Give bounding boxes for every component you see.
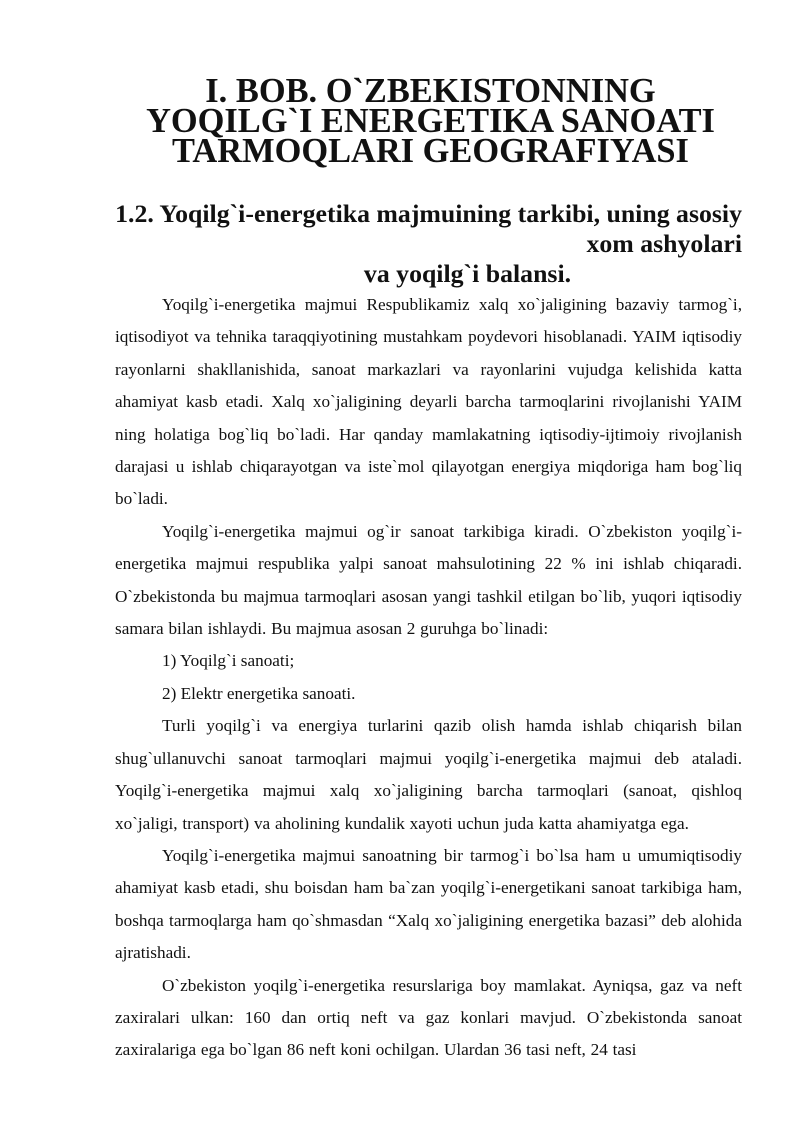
chapter-title [115,72,742,170]
paragraph: Yoqilg`i-energetika majmui og`ir sanoat tarkibiga kiradi. O`zbekiston yoqilg`i-energetika majmui respublika yalpi sanoat mahsulotining 22 % ini ishlab chiqaradi. O`zbekistonda bu majmua tarmoqlari asosan yangi tashkil etilgan bo`lib, yuqori iqtisodiy samara bilan ishlaydi. Bu majmua asosan 2 guruhga bo`linadi: [115,521,742,639]
title-spacer [115,166,742,199]
paragraph: Turli yoqilg`i va energiya turlarini qazib olish hamda ishlab chiqarish bilan shug`ullanuvchi sanoat tarmoqlari majmui yoqilg`i-energetika majmui deb ataladi. Yoqilg`i-energetika majmui xalq xo`jaligining barcha tarmoqlari (sanoat, qishloq xo`jaligi, transport) va aholining kundalik xayoti uchun juda katta ahamiyatga ega. [115,716,742,833]
document-page [115,72,742,1067]
list-item: 1) Yoqilg`i sanoati; [162,651,295,671]
paragraph: O`zbekiston yoqilg`i-energetika resurslariga boy mamlakat. Ayniqsa, gaz va neft zaxiralari ulkan: 160 dan ortiq neft va gaz konlari mavjud. O`zbekistonda sanoat zaxiralariga ega bo`lgan 86 neft koni ochilgan. Ulardan 36 tasi neft, 24 tasi [115,975,742,1060]
chapter-title-line-2: TARMOQLARI GEOGRAFIYASI [172,132,689,170]
section-title-line-1: 1.2. Yoqilg`i-energetika majmuining tarkibi, uning asosiy xom ashyolari [115,199,742,258]
section-title [115,199,742,289]
list-item: 2) Elektr energetika sanoati. [162,683,356,703]
paragraph: Yoqilg`i-energetika majmui Respublikamiz xalq xo`jaligining bazaviy tarmog`i, iqtisodiyot va tehnika taraqqiyotining mustahkam poydevori hisoblanadi. YAIM iqtisodiy rayonlarni shakllanishida, sanoat markazlari va rayonlarini vujudga kelishida katta ahamiyat kasb etadi. Xalq xo`jaligining deyarli barcha tarmoqlarini rivojlanishi YAIM ning holatiga bog`liq bo`ladi. Har qanday mamlakatning iqtisodiy-ijtimoiy rivojlanish darajasi u ishlab chiqarayotgan va iste`mol qilayotgan energiya miqdoriga ham bog`liq bo`ladi. [115,295,742,509]
paragraph: Yoqilg`i-energetika majmui sanoatning bir tarmog`i bo`lsa ham u umumiqtisodiy ahamiyat kasb etadi, shu boisdan ham ba`zan yoqilg`i-energetikani sanoat tarkibiga ham, boshqa tarmoqlarga ham qo`shmasdan “Xalq xo`jaligining energetika bazasi” deb alohida ajratishadi. [115,845,742,963]
section-title-line-2: va yoqilg`i balansi. [363,259,572,288]
chapter-title-line-1: I. BOB. O`ZBEKISTONNING YOQILG`I ENERGETIKA SANOATI [146,72,715,140]
